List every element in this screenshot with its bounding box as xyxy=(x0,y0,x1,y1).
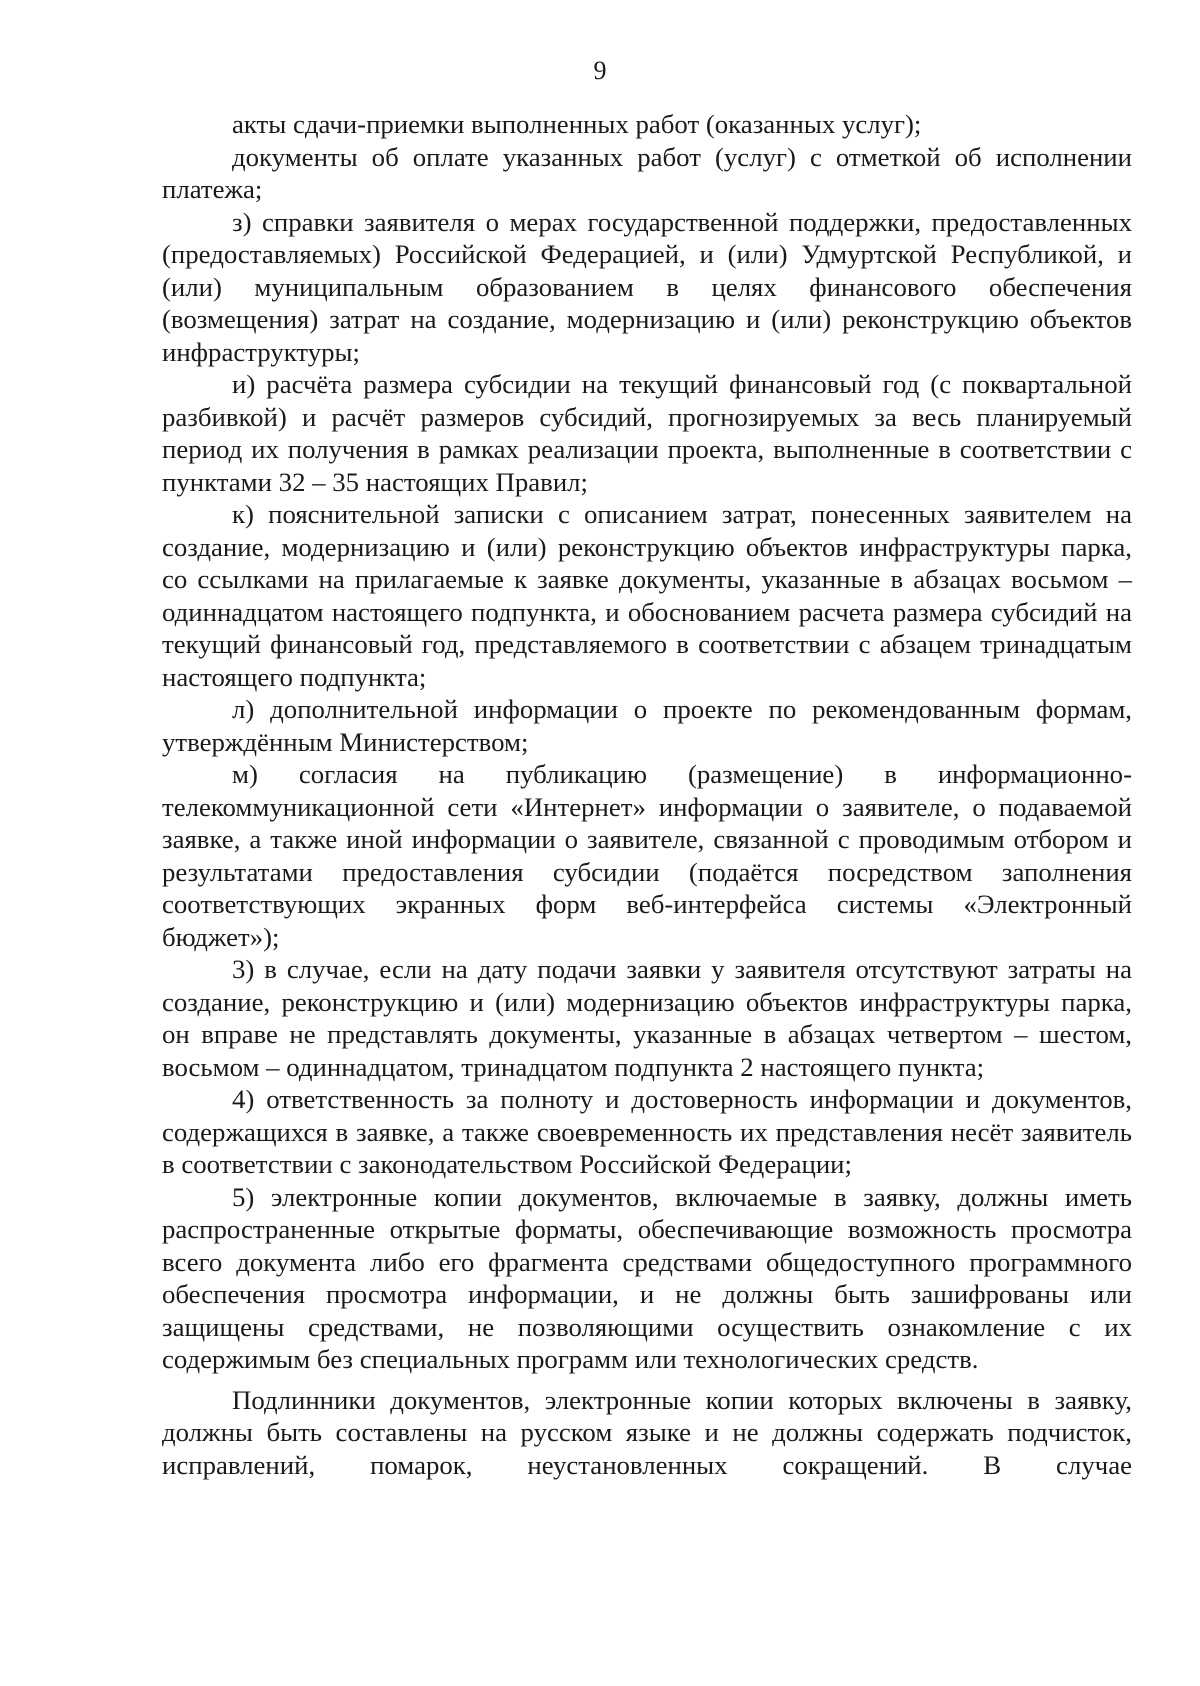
paragraph-acts: акты сдачи-приемки выполненных работ (оказанных услуг); xyxy=(232,109,922,139)
paragraph-i-subsidy-calculation: и) расчёта размера субсидии на текущий финансовый год (с поквартальной разбивкой) и расчёт размеров субсидий, прогнозируемых за весь планируемый период их получения в рамках реализации проекта, выполненные в соответствии с пунктами 32 – 35 настоящих Правил; xyxy=(162,369,1132,497)
paragraph-l-additional-info: л) дополнительной информации о проекте по рекомендованным формам, утверждённым Министерством; xyxy=(162,694,1132,757)
paragraph-z-support-certificates: з) справки заявителя о мерах государственной поддержки, предоставленных (предоставляемых) Российской Федерацией, и (или) Удмуртской Республикой, и (или) муниципальным образованием в целях финансового обеспечения (возмещения) затрат на создание, модернизацию и (или) реконструкцию объектов инфраструктуры; xyxy=(162,206,1132,367)
paragraph-m-publication-consent: м) согласия на публикацию (размещение) в информационно-телекоммуникационной сети «Интернет» информации о заявителе, о подаваемой заявке, а также иной информации о заявителе, связанной с проводимым отбором и результатами предоставления субсидии (подаётся посредством заполнения соответствующих экранных форм веб-интерфейса системы «Электронный бюджет»); xyxy=(162,759,1132,952)
paragraph-3-no-costs: 3) в случае, если на дату подачи заявки у заявителя отсутствуют затраты на создание, реконструкцию и (или) модернизацию объектов инфраструктуры парка, он вправе не представлять документы, указанные в абзацах четвертом – шестом, восьмом – одиннадцатом, тринадцатом подпункта 2 настоящего пункта; xyxy=(162,954,1132,1082)
paragraph-originals: Подлинники документов, электронные копии которых включены в заявку, должны быть составлены на русском языке и не должны содержать подчисток, исправлений, помарок, неустановленных сокращений. В случае xyxy=(162,1384,1132,1480)
paragraph-4-responsibility: 4) ответственность за полноту и достоверность информации и документов, содержащихся в заявке, а также своевременность их представления несёт заявитель в соответствии с законодательством Российской Федерации; xyxy=(162,1084,1132,1179)
document-body xyxy=(162,108,1132,1481)
paragraph-k-explanatory-note: к) пояснительной записки с описанием затрат, понесенных заявителем на создание, модернизацию и (или) реконструкцию объектов инфраструктуры парка, со ссылками на прилагаемые к заявке документы, указанные в абзацах восьмом – одиннадцатом настоящего подпункта, и обоснованием расчета размера субсидий на текущий финансовый год, представляемого в соответствии с абзацем тринадцатым настоящего подпункта; xyxy=(162,499,1132,692)
paragraph-payment-documents: документы об оплате указанных работ (услуг) с отметкой об исполнении платежа; xyxy=(162,141,1132,204)
page-number: 9 xyxy=(593,56,607,85)
paragraph-5-electronic-copies: 5) электронные копии документов, включаемые в заявку, должны иметь распространенные открытые форматы, обеспечивающие возможность просмотра всего документа либо его фрагмента средствами общедоступного программного обеспечения просмотра информации, и не должны быть зашифрованы или защищены средствами, не позволяющими осуществить ознакомление с их содержимым без специальных программ или технологических средств. xyxy=(162,1181,1132,1374)
